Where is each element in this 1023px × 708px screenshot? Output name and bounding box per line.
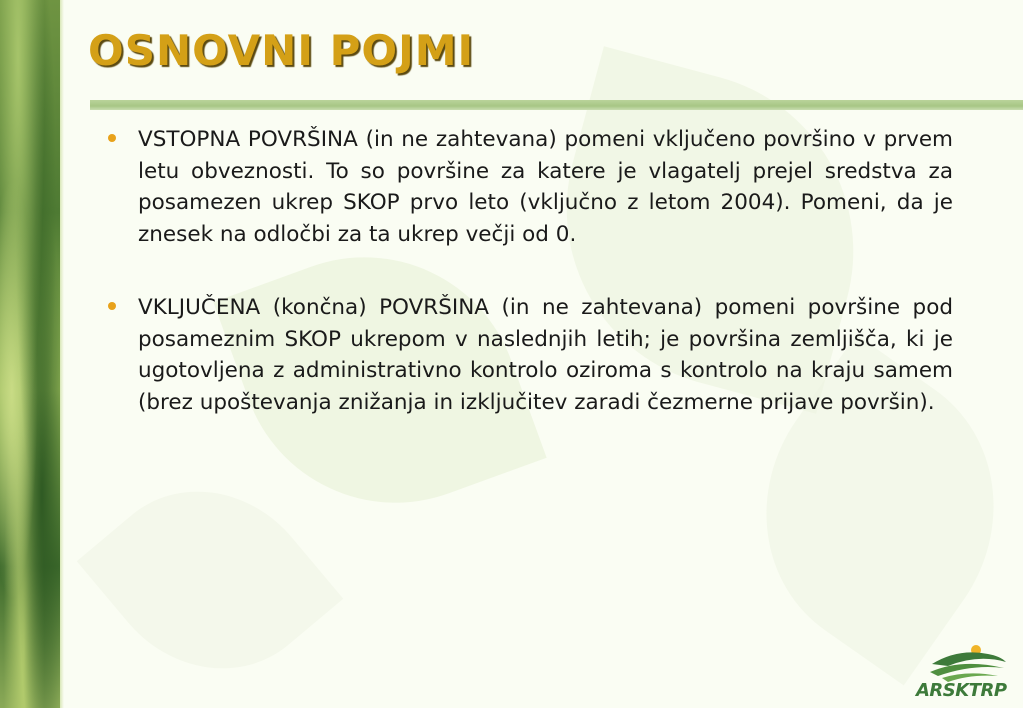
- background-leaf: [77, 446, 343, 708]
- bullet-icon: [108, 302, 116, 310]
- bullet-text: VSTOPNA POVRŠINA (in ne zahtevana) pomeni vključeno površino v prvem letu obveznosti. To so površine za katere je vlagatelj prejel sredstva za posamezen ukrep SKOP prvo leto (vključno z letom 2004). Pomeni, da je znesek na odločbi za ta ukrep večji od 0.: [138, 127, 953, 247]
- bullet-icon: [108, 134, 116, 142]
- logo-text: ARSKTRP: [916, 680, 1007, 701]
- list-item: [108, 124, 953, 250]
- bullet-list: [108, 124, 953, 460]
- bullet-text: VKLJUČENA (končna) POVRŠINA (in ne zahtevana) pomeni površine pod posameznim SKOP ukrepom v naslednjih letih; je površina zemljišča, ki je ugotovljena z administrativno kontrolo oziroma s kontrolo na kraju samem (brez upoštevanja znižanja in izključitev zaradi čezmerne prijave površin).: [138, 295, 953, 415]
- list-item: [108, 292, 953, 418]
- title-divider: [90, 100, 1023, 110]
- arsktrp-logo: [912, 640, 1022, 706]
- side-strip-edge: [60, 0, 64, 708]
- foliage-side-strip: [0, 0, 60, 708]
- logo-emblem-icon: [928, 640, 1008, 682]
- slide-title: OSNOVNI POJMI: [88, 26, 475, 75]
